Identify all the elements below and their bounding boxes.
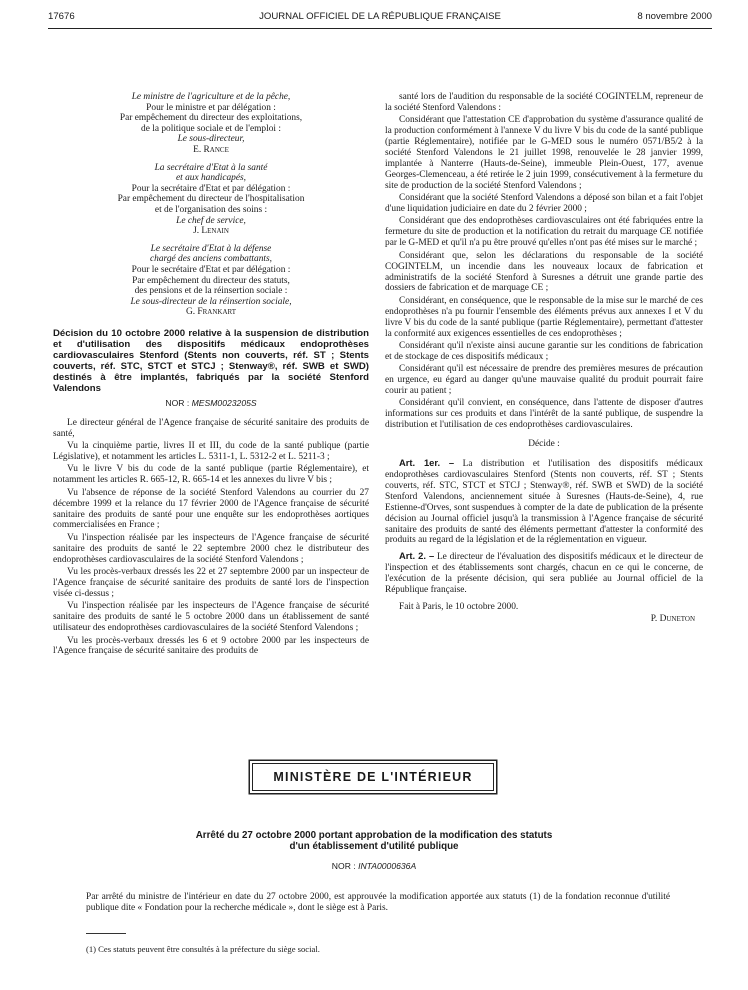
decision-left-paragraphs xyxy=(53,418,369,658)
left-column xyxy=(53,92,369,659)
paragraph: Vu le livre V bis du code de la santé publique (partie Réglementaire), et notamment les articles R. 665-12, R. 665-14 et les annexes du livre V bis ; xyxy=(53,464,369,486)
signature-line: Par empêchement du directeur de l'hospitalisation xyxy=(117,194,305,205)
issue-date: 8 novembre 2000 xyxy=(637,11,712,22)
page-header xyxy=(48,12,712,26)
signature-line: Le sous-directeur de la réinsertion sociale, xyxy=(130,296,292,307)
paragraph: Vu les procès-verbaux dressés les 6 et 9 octobre 2000 par les inspecteurs de l'Agence française de sécurité sanitaire des produits de xyxy=(53,635,369,657)
article-1-text: La distribution et l'utilisation des dispositifs médicaux endoprothèses cardiovasculaires Stenford (Stents non couverts, réf. ST ; Stents couverts, réf. STC, STCT et STCJ ; Stenway®, réf. SWB et SWD) de la société Stenford Valendons, anciennement située à Suresnes (Hauts-de-Seine), 4, rue Estienne-d'Orves, sont suspendues à compter de la date de publication de la présente décision au Journal officiel jusqu'à la transmission à l'Agence française de sécurité sanitaire des produits de santé des éléments permettant d'attester la conformité des produits au regard de la législation et de la réglementation en vigueur. xyxy=(385,459,703,546)
signature-line: La secrétaire d'Etat à la santé xyxy=(154,162,268,173)
signature-line: G. Frankart xyxy=(185,307,237,318)
arrete-title-line-2: d'un établissement d'utilité publique xyxy=(289,841,459,852)
signature-line: J. Lenain xyxy=(193,226,229,237)
decision-nor xyxy=(53,398,369,409)
signature-line: Le chef de service, xyxy=(176,215,246,226)
signature-blocks xyxy=(53,92,369,318)
ministry-heading: MINISTÈRE DE L'INTÉRIEUR xyxy=(273,770,473,784)
arrete-nor-label: NOR : xyxy=(331,861,356,871)
article-2-label: Art. 2. – xyxy=(399,550,435,562)
decision-right-paragraphs xyxy=(385,92,703,431)
paragraph: Considérant que l'attestation CE d'approbation du système d'assurance qualité de la production conformément à l'annexe V du livre V bis du code de la santé publique (partie Réglementaire), notifiée par le G-MED sous le numéro 0571/B5/2 à la société Stenford Valendons le 21 juillet 1998, renouvelée le 28 janvier 1999, implantée à Nanterre (Hauts-de-Seine), immeuble Plein-Ouest, 177, avenue Georges-Clemenceau, a été retirée le 2 juin 1999, consécutivement à la fermeture du site de production de la société Stenford Valendons ; xyxy=(385,115,703,191)
nor-label: NOR : xyxy=(165,397,190,408)
paragraph: Vu l'absence de réponse de la société Stenford Valendons au courrier du 27 décembre 1999 et la relance du 17 février 2000 de l'Agence française de sécurité sanitaire des produits de santé pour une enquête sur les endoprothèses aortiques commercialisées en France ; xyxy=(53,487,369,531)
arrete-nor-reference: INTA0000636A xyxy=(358,861,417,871)
signature-line: de la politique sociale et de l'emploi : xyxy=(141,123,281,134)
signature-line: Par empêchement du directeur des statuts, xyxy=(132,275,290,286)
paragraph: Vu la cinquième partie, livres II et III, du code de la santé publique (partie Législative), et notamment les articles L. 5311-1, L. 5312-2 et L. 5211-3 ; xyxy=(53,441,369,462)
signature-block xyxy=(53,244,369,318)
paragraph: santé lors de l'audition du responsable de la société COGINTELM, repreneur de la société Stenford Valendons : xyxy=(385,92,703,113)
paragraph: Considérant qu'il est nécessaire de prendre des premières mesures de précaution en urgence, eu égard au danger qu'une mauvaise qualité du produit pourrait faire courir au patient ; xyxy=(385,364,703,397)
decision-signer: P. Duneton xyxy=(650,614,695,625)
page-number: 17676 xyxy=(48,11,75,22)
paragraph: Le directeur général de l'Agence française de sécurité sanitaire des produits de santé, xyxy=(53,417,369,439)
signature-block xyxy=(53,92,369,156)
arrete-title xyxy=(100,830,648,852)
done-at: Fait à Paris, le 10 octobre 2000. xyxy=(399,601,519,612)
paragraph: Considérant qu'il convient, en conséquence, dans l'attente de disposer d'autres informations sur ces produits et dans l'intérêt de la santé publique, de suspendre la distribution et l'utilisation de ces endoprothèses cardiovasculaires. xyxy=(385,398,703,431)
signature-line: Le secrétaire d'Etat à la défense xyxy=(150,243,272,254)
paragraph: Vu l'inspection réalisée par les inspecteurs de l'Agence française de sécurité sanitaire des produits de santé le 22 septembre 2000 chez le distributeur des endoprothèses cardiovasculaires de la société Stenford Valendons ; xyxy=(53,532,369,565)
paragraph: Vu les procès-verbaux dressés les 22 et 27 septembre 2000 par un inspecteur de l'Agence française de sécurité sanitaire des produits de santé lors de l'inspection visée ci-dessus ; xyxy=(53,567,369,599)
signature-block xyxy=(53,163,369,237)
signature-line: Le ministre de l'agriculture et de la pêche, xyxy=(131,92,291,102)
signature-line: des pensions et de la réinsertion sociale : xyxy=(134,286,288,297)
signature-line: chargé des anciens combattants, xyxy=(149,254,273,265)
signature-line: et de l'organisation des soins : xyxy=(154,204,268,215)
nor-reference: MESM0023205S xyxy=(191,397,257,408)
paragraph: Considérant que des endoprothèses cardiovasculaires ont été fabriquées entre la fermeture du site de production et la notification du retrait du marquage CE notifiée par le G-MED et qu'il n'a pu être prouvé qu'elles n'ont pas été mises sur le marché ; xyxy=(385,216,703,249)
paragraph: Considérant que, selon les déclarations du responsable de la société COGINTELM, un incendie dans les nouveaux locaux de fabrication et administratifs de la société Stenford à Suresnes a détruit une grande partie des dossiers de fabrication et de marquage CE ; xyxy=(385,250,703,294)
article-1-label: Art. 1er. – xyxy=(399,457,455,469)
arrete-nor xyxy=(100,861,648,872)
journal-title: JOURNAL OFFICIEL DE LA RÉPUBLIQUE FRANÇAISE xyxy=(259,11,501,22)
decide-heading: Décide : xyxy=(528,439,560,450)
paragraph: Considérant que la société Stenford Valendons a déposé son bilan et a fait l'objet d'une liquidation judiciaire en date du 2 février 2000 ; xyxy=(385,193,703,215)
signature-line: et aux handicapés, xyxy=(175,173,247,184)
arrete-body: Par arrêté du ministre de l'intérieur en date du 27 octobre 2000, est approuvée la modification apportée aux statuts (1) de la fondation reconnue d'utilité publique dite « Fondation pour la recherche médicale », dont le siège est à Paris. xyxy=(86,892,670,913)
ministry-heading-box xyxy=(252,763,494,791)
signature-line: Par empêchement du directeur des exploitations, xyxy=(119,113,303,124)
arrete-title-line-1: Arrêté du 27 octobre 2000 portant approbation de la modification des statuts xyxy=(195,830,553,841)
signature-gap xyxy=(53,156,369,163)
signature-line: Pour la secrétaire d'Etat et par délégation : xyxy=(131,183,291,194)
header-rule xyxy=(48,28,712,29)
article-1 xyxy=(385,458,703,546)
right-column xyxy=(385,92,703,625)
signature-line: E. Rance xyxy=(193,144,229,155)
paragraph: Vu l'inspection réalisée par les inspecteurs de l'Agence française de sécurité sanitaire des produits de santé le 5 octobre 2000 dans un établissement de santé utilisateur des endoprothèses cardiovasculaires de la société Stenford Valendons ; xyxy=(53,601,369,634)
paragraph: Considérant qu'il n'existe ainsi aucune garantie sur les conditions de fabrication et de stockage de ces dispositifs médicaux ; xyxy=(385,340,703,362)
footnote: (1) Ces statuts peuvent être consultés à la préfecture du siège social. xyxy=(86,944,320,954)
signature-line: Pour le secrétaire d'Etat et par délégation : xyxy=(131,264,291,275)
decision-title: Décision du 10 octobre 2000 relative à la suspension de distribution et d'utilisation des dispositifs médicaux endoprothèses cardiovasculaires Stenford (Stents non couverts, réf. ST ; Stents couverts, réf. STC, STCT et STCJ ; Stenway®, réf. SWB et SWD) destinés à être implantés, fabriqués par la société Stenford Valendons xyxy=(53,327,369,394)
article-2 xyxy=(385,551,703,596)
signature-gap xyxy=(53,237,369,244)
article-2-text: Le directeur de l'évaluation des dispositifs médicaux et le directeur de l'inspection et des établissements sont chargés, chacun en ce qui le concerne, de l'exécution de la présente décision, qui sera publiée au Journal officiel de la République française. xyxy=(385,552,703,596)
signature-line: Pour le ministre et par délégation : xyxy=(146,102,276,113)
signature-line: Le sous-directeur, xyxy=(177,134,245,145)
paragraph: Considérant, en conséquence, que le responsable de la mise sur le marché de ces endoprothèses n'a pu fournir l'ensemble des éléments prévus aux annexes I et V du livre V bis du code de la santé publique (partie Réglementaire), permettant d'attester la conformité aux exigences essentielles de ces endoprothèses ; xyxy=(385,295,703,339)
footnote-rule xyxy=(86,933,126,934)
